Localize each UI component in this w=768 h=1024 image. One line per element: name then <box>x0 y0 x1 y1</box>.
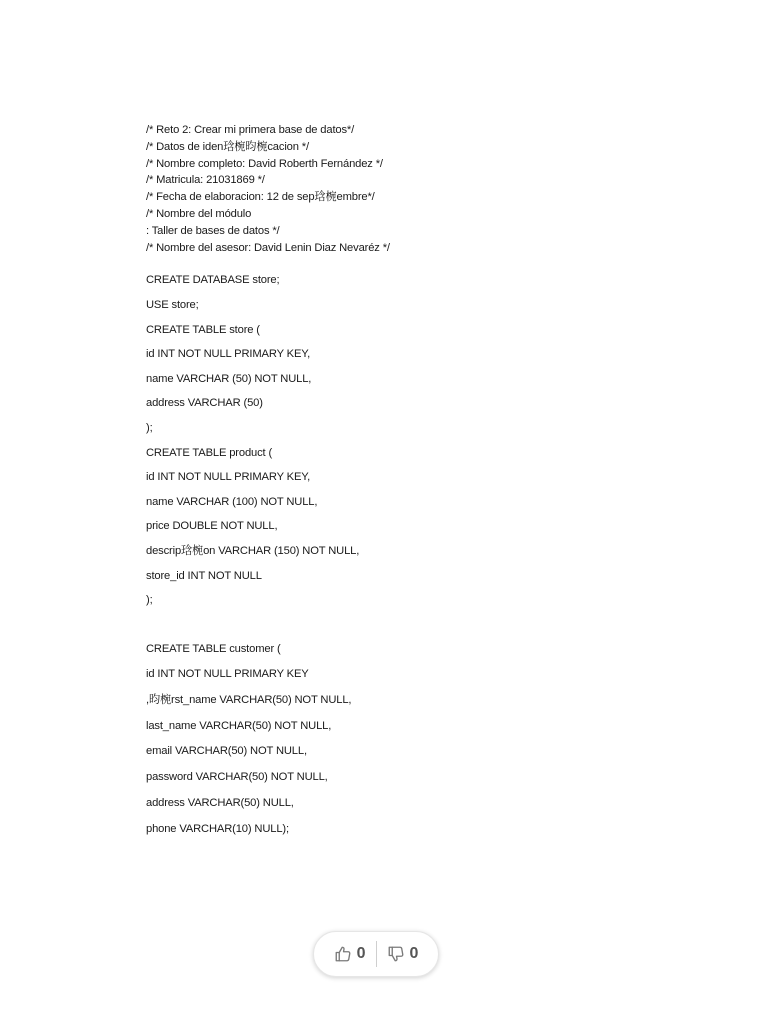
sql-line: ,昀椀rst_name VARCHAR(50) NOT NULL, <box>146 694 352 707</box>
sql-line: CREATE DATABASE store; <box>146 274 280 287</box>
comment-line: /* Matricula: 21031869 */ <box>146 174 265 187</box>
like-count: 0 <box>356 945 366 962</box>
comment-line: /* Reto 2: Crear mi primera base de datos*/ <box>146 124 355 136</box>
comment-line: /* Nombre del módulo <box>146 207 252 220</box>
comment-line: /* Nombre del asesor: David Lenin Diaz Nevaréz */ <box>146 241 390 254</box>
sql-line: name VARCHAR (100) NOT NULL, <box>146 495 318 508</box>
comment-line: : Taller de bases de datos */ <box>146 224 280 237</box>
sql-line: id INT NOT NULL PRIMARY KEY, <box>146 471 311 484</box>
sql-line: CREATE TABLE customer ( <box>146 642 281 655</box>
sql-line: ); <box>146 594 153 607</box>
sql-line: descrip琀椀on VARCHAR (150) NOT NULL, <box>146 544 360 557</box>
sql-line: phone VARCHAR(10) NULL); <box>146 822 289 835</box>
thumbs-up-icon <box>334 945 352 963</box>
sql-line: address VARCHAR(50) NULL, <box>146 796 294 809</box>
sql-line: ); <box>146 421 153 434</box>
sql-line: address VARCHAR (50) <box>146 397 263 410</box>
sql-line: name VARCHAR (50) NOT NULL, <box>146 372 312 385</box>
dislike-button[interactable] <box>387 945 419 963</box>
dislike-count: 0 <box>409 945 419 962</box>
sql-line: password VARCHAR(50) NOT NULL, <box>146 771 328 784</box>
comment-header <box>146 122 566 256</box>
sql-block-customer <box>146 640 566 846</box>
comment-line: /* Datos de iden琀椀昀椀cacion */ <box>146 140 309 153</box>
comment-line: /* Nombre completo: David Roberth Fernández */ <box>146 157 383 170</box>
sql-line: USE store; <box>146 298 199 311</box>
sql-line: email VARCHAR(50) NOT NULL, <box>146 745 307 758</box>
sql-line: price DOUBLE NOT NULL, <box>146 520 278 533</box>
sql-line: id INT NOT NULL PRIMARY KEY <box>146 668 309 681</box>
comment-line: /* Fecha de elaboracion: 12 de sep琀椀embre*/ <box>146 191 375 204</box>
sql-line: CREATE TABLE store ( <box>146 323 260 336</box>
sql-line: last_name VARCHAR(50) NOT NULL, <box>146 719 332 732</box>
thumbs-down-icon <box>387 945 405 963</box>
vote-bar <box>313 931 439 977</box>
sql-block-store-product <box>146 271 566 615</box>
sql-line: store_id INT NOT NULL <box>146 569 262 582</box>
like-button[interactable] <box>334 945 366 963</box>
vote-divider <box>376 941 377 967</box>
sql-line: CREATE TABLE product ( <box>146 446 273 459</box>
document-page <box>146 122 566 845</box>
sql-line: id INT NOT NULL PRIMARY KEY, <box>146 348 311 361</box>
